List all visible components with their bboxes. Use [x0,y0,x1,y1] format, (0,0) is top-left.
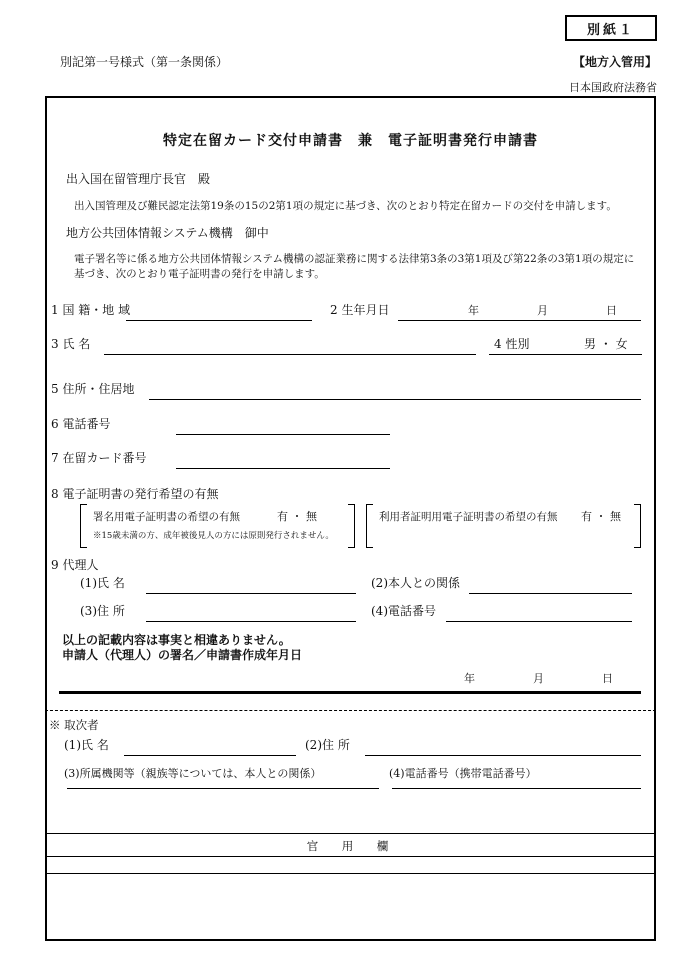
section-dashed-divider [45,710,656,711]
intermediary-name-field-line[interactable] [124,755,296,756]
jlis-addressee: 地方公共団体情報システム機構 御中 [66,226,269,240]
form-code: 別記第一号様式（第一条関係） [60,55,229,69]
name-field-line[interactable] [104,354,476,355]
proxy-relation-field-line[interactable] [469,593,632,594]
intermediary-phone-field-line[interactable] [392,788,641,789]
sign-year-label: 年 [464,672,475,685]
proxy-relation-label: (2)本人との関係 [371,576,460,590]
signature-field-line[interactable] [59,691,641,694]
sex-options[interactable]: 男 ・ 女 [584,337,628,351]
proxy-label: 9 代理人 [51,558,99,572]
intermediary-org-label: (3)所属機関等（親族等については、本人との関係） [64,767,322,780]
official-use-bottom-line [46,873,655,874]
intermediary-title: ※ 取次者 [49,718,99,732]
official-use-label: 官 用 欄 [306,839,395,853]
official-use-mid-line [46,856,655,857]
nationality-field-line[interactable] [126,320,312,321]
sign-day-label: 日 [602,672,613,685]
sig-cert-options[interactable]: 有 ・ 無 [277,510,317,523]
user-cert-options[interactable]: 有 ・ 無 [581,510,621,523]
declaration-line1: 以上の記載内容は事実と相違ありません。 [62,633,291,647]
office-use-label: 【地方入管用】 [572,55,657,69]
form-title: 特定在留カード交付申請書 兼 電子証明書発行申請書 [163,133,538,149]
address-field-line[interactable] [149,399,641,400]
address-label: 5 住所・住居地 [51,382,135,396]
birthdate-label: 2 生年月日 [330,303,390,317]
official-use-top-line [46,833,655,834]
intermediary-org-field-line[interactable] [67,788,379,789]
user-cert-bracket-left [366,504,373,548]
proxy-name-label: (1)氏 名 [80,576,125,590]
intermediary-phone-label: (4)電話番号（携帯電話番号） [389,767,537,780]
attachment-badge [565,15,657,41]
sex-label: 4 性別 [494,337,530,351]
intermediary-name-label: (1)氏 名 [64,738,109,752]
immigration-addressee: 出入国在留管理庁長官 殿 [66,172,211,186]
user-cert-bracket-right [634,504,641,548]
proxy-phone-field-line[interactable] [446,621,632,622]
name-label: 3 氏 名 [51,337,91,351]
birth-year-label: 年 [468,304,479,317]
immigration-statement: 出入国管理及び難民認定法第19条の15の2第1項の規定に基づき、次のとおり特定在留カードの交付を申請します。 [74,200,617,212]
birthdate-field-line[interactable] [398,320,641,321]
phone-field-line[interactable] [176,434,390,435]
declaration-line2: 申請人（代理人）の署名／申請書作成年月日 [62,648,303,662]
residence-card-label: 7 在留カード番号 [51,451,147,465]
sex-field-line [489,354,642,355]
sig-cert-bracket-left [80,504,87,548]
proxy-phone-label: (4)電話番号 [371,604,436,618]
proxy-name-field-line[interactable] [146,593,356,594]
proxy-address-field-line[interactable] [146,621,356,622]
birth-day-label: 日 [606,304,617,317]
birth-month-label: 月 [537,304,548,317]
cert-request-label: 8 電子証明書の発行希望の有無 [51,487,219,501]
phone-label: 6 電話番号 [51,417,111,431]
sig-cert-bracket-right [348,504,355,548]
sig-cert-label: 署名用電子証明書の希望の有無 [93,511,240,523]
intermediary-address-label: (2)住 所 [305,738,350,752]
ministry-label: 日本国政府法務省 [569,81,657,94]
attachment-label: 別紙１ [586,22,635,38]
sign-month-label: 月 [533,672,544,685]
nationality-label: 1 国 籍・地 域 [51,303,131,317]
sig-cert-note: ※15歳未満の方、成年被後見人の方には原則発行されません。 [93,531,334,541]
intermediary-address-field-line[interactable] [365,755,641,756]
residence-card-field-line[interactable] [176,468,390,469]
jlis-statement: 電子署名等に係る地方公共団体情報システム機構の認証業務に関する法律第3条の3第1項及び第22条の3第1項の規定に基づき、次のとおり電子証明書の発行を申請します。 [74,253,635,281]
proxy-address-label: (3)住 所 [80,604,125,618]
user-cert-label: 利用者証明用電子証明書の希望の有無 [379,511,558,523]
